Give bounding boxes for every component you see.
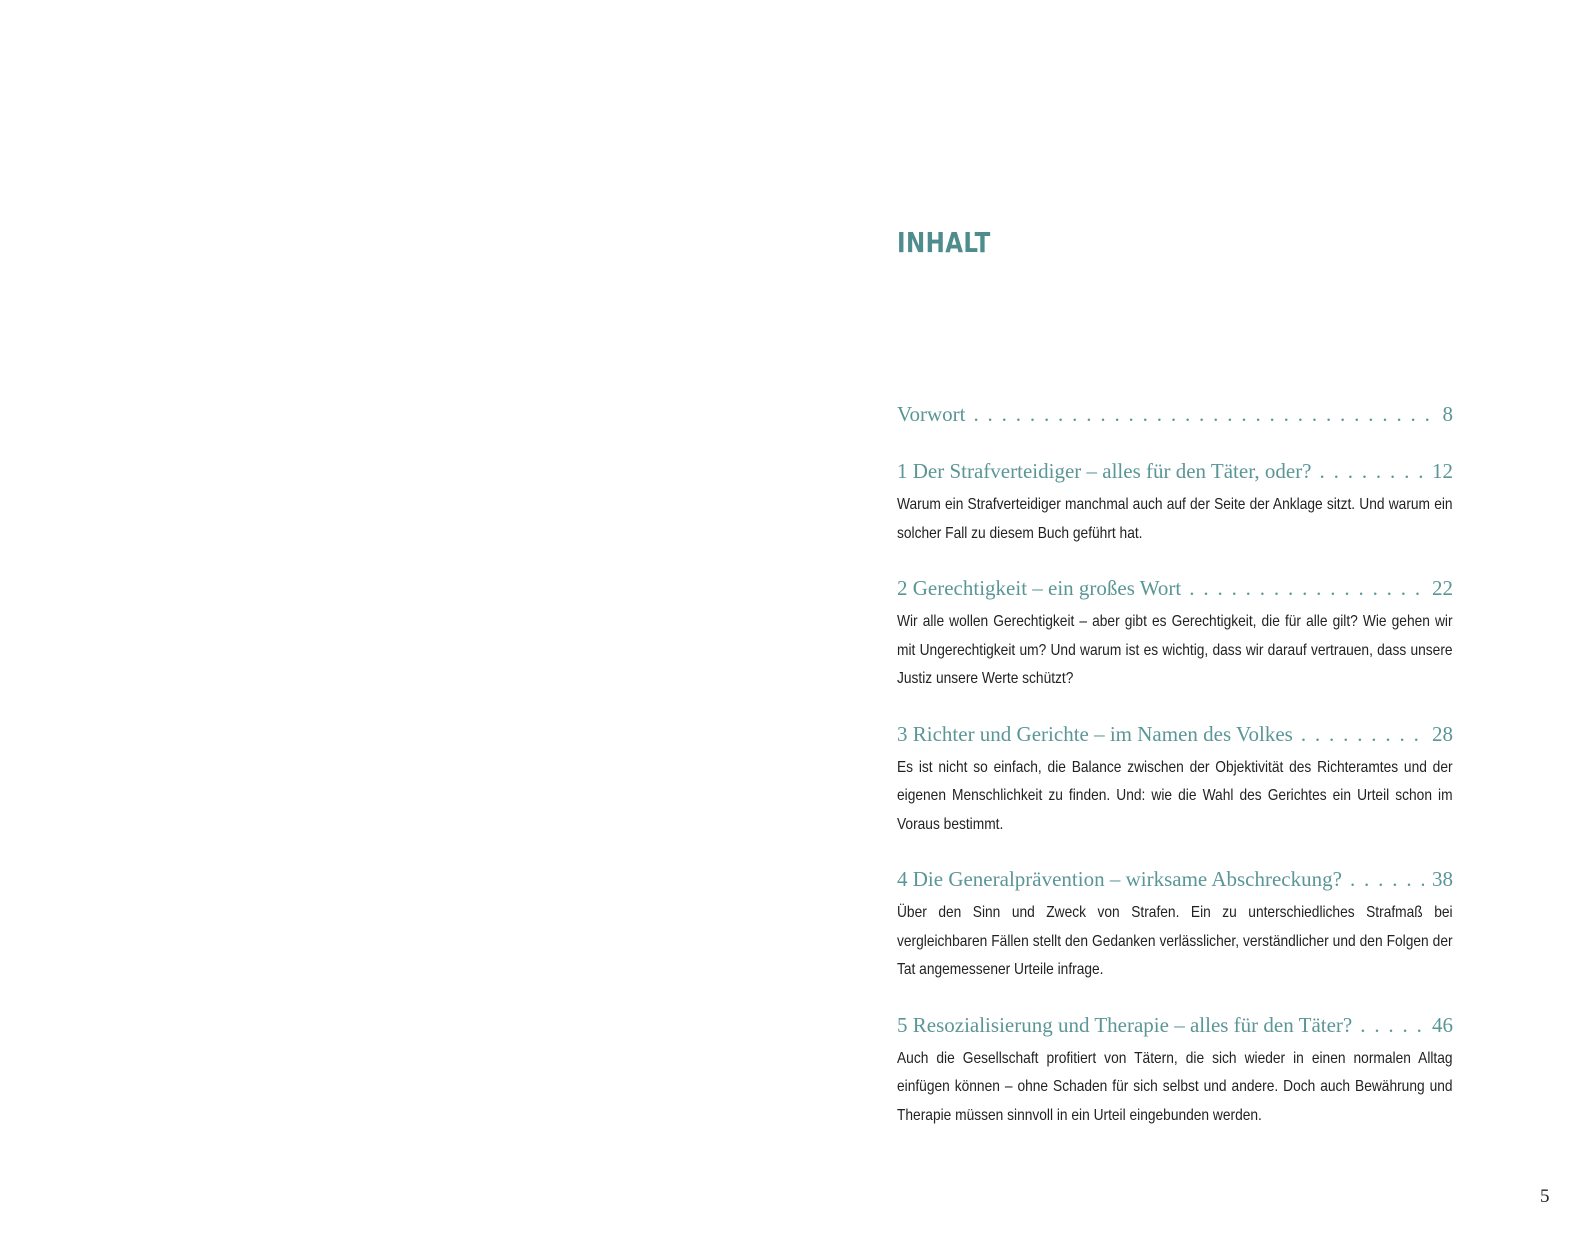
toc-entry-title: Vorwort xyxy=(897,402,973,427)
dot-leader xyxy=(1350,867,1424,892)
toc-entry-description: Wir alle wollen Gerechtigkeit – aber gibt es Gerechtigkeit, die für alle gilt? Wie gehen wir mit Ungerechtigkeit um? Und warum ist es wichtig, dass wir darauf vertrauen, dass unsere Justiz unsere Werte schützt? xyxy=(897,613,1453,687)
toc-entry-title: 5 Resozialisierung und Therapie – alles für den Täter? xyxy=(897,1013,1360,1038)
toc-entry-title: 3 Richter und Gerichte – im Namen des Volkes xyxy=(897,722,1301,747)
toc-entry xyxy=(897,576,1453,694)
toc-entry-description: Über den Sinn und Zweck von Strafen. Ein zu unterschiedliches Strafmaß bei vergleichbaren Fällen stellt den Gedanken verlässlicher, verständlicher und den Folgen der Tat angemessener Urteile infrage. xyxy=(897,904,1453,978)
toc-entry-description: Es ist nicht so einfach, die Balance zwischen der Objektivität des Richteramtes und der eigenen Menschlichkeit zu finden. Und: wie die Wahl des Gerichtes ein Urteil schon im Voraus bestimmt. xyxy=(897,758,1453,833)
toc-entry-description: Warum ein Strafverteidiger manchmal auch auf der Seite der Anklage sitzt. Und warum ein solcher Fall zu diesem Buch geführt hat. xyxy=(897,496,1453,542)
toc-entry-page-number: 12 xyxy=(1424,459,1453,484)
toc-entry-page-number: 8 xyxy=(1435,402,1454,427)
toc-entry-page-number: 28 xyxy=(1424,722,1453,747)
page-number: 5 xyxy=(1540,1186,1550,1207)
toc-link-chapter-1[interactable] xyxy=(897,459,1453,489)
toc-entry xyxy=(897,867,1453,985)
toc-entry-page-number: 46 xyxy=(1424,1013,1453,1038)
toc-entry-page-number: 38 xyxy=(1424,867,1453,892)
toc-entry xyxy=(897,459,1453,548)
toc-entry xyxy=(897,722,1453,840)
toc-entry-title: 2 Gerechtigkeit – ein großes Wort xyxy=(897,576,1189,601)
dot-leader xyxy=(1360,1013,1424,1038)
toc-link-chapter-3[interactable] xyxy=(897,722,1453,752)
toc-entry-page-number: 22 xyxy=(1424,576,1453,601)
dot-leader xyxy=(1301,722,1424,747)
toc-list xyxy=(897,402,1453,1158)
page-title: INHALT xyxy=(897,226,991,259)
toc-link-chapter-4[interactable] xyxy=(897,867,1453,897)
toc-entry xyxy=(897,1013,1453,1131)
dot-leader xyxy=(973,402,1434,427)
table-of-contents-page xyxy=(897,0,1453,1240)
dot-leader xyxy=(1189,576,1424,601)
toc-link-chapter-5[interactable] xyxy=(897,1013,1453,1043)
toc-entry xyxy=(897,402,1453,432)
dot-leader xyxy=(1320,459,1424,484)
toc-entry-description: Auch die Gesellschaft profitiert von Tätern, die sich wieder in einen normalen Alltag einfügen können – ohne Schaden für sich selbst und andere. Doch auch Bewährung und Therapie müssen sinnvoll in ein Urteil eingebunden werden. xyxy=(897,1049,1453,1124)
toc-link-vorwort[interactable] xyxy=(897,402,1453,432)
toc-entry-title: 1 Der Strafverteidiger – alles für den Täter, oder? xyxy=(897,459,1320,484)
toc-link-chapter-2[interactable] xyxy=(897,576,1453,606)
toc-entry-title: 4 Die Generalprävention – wirksame Abschreckung? xyxy=(897,867,1350,892)
